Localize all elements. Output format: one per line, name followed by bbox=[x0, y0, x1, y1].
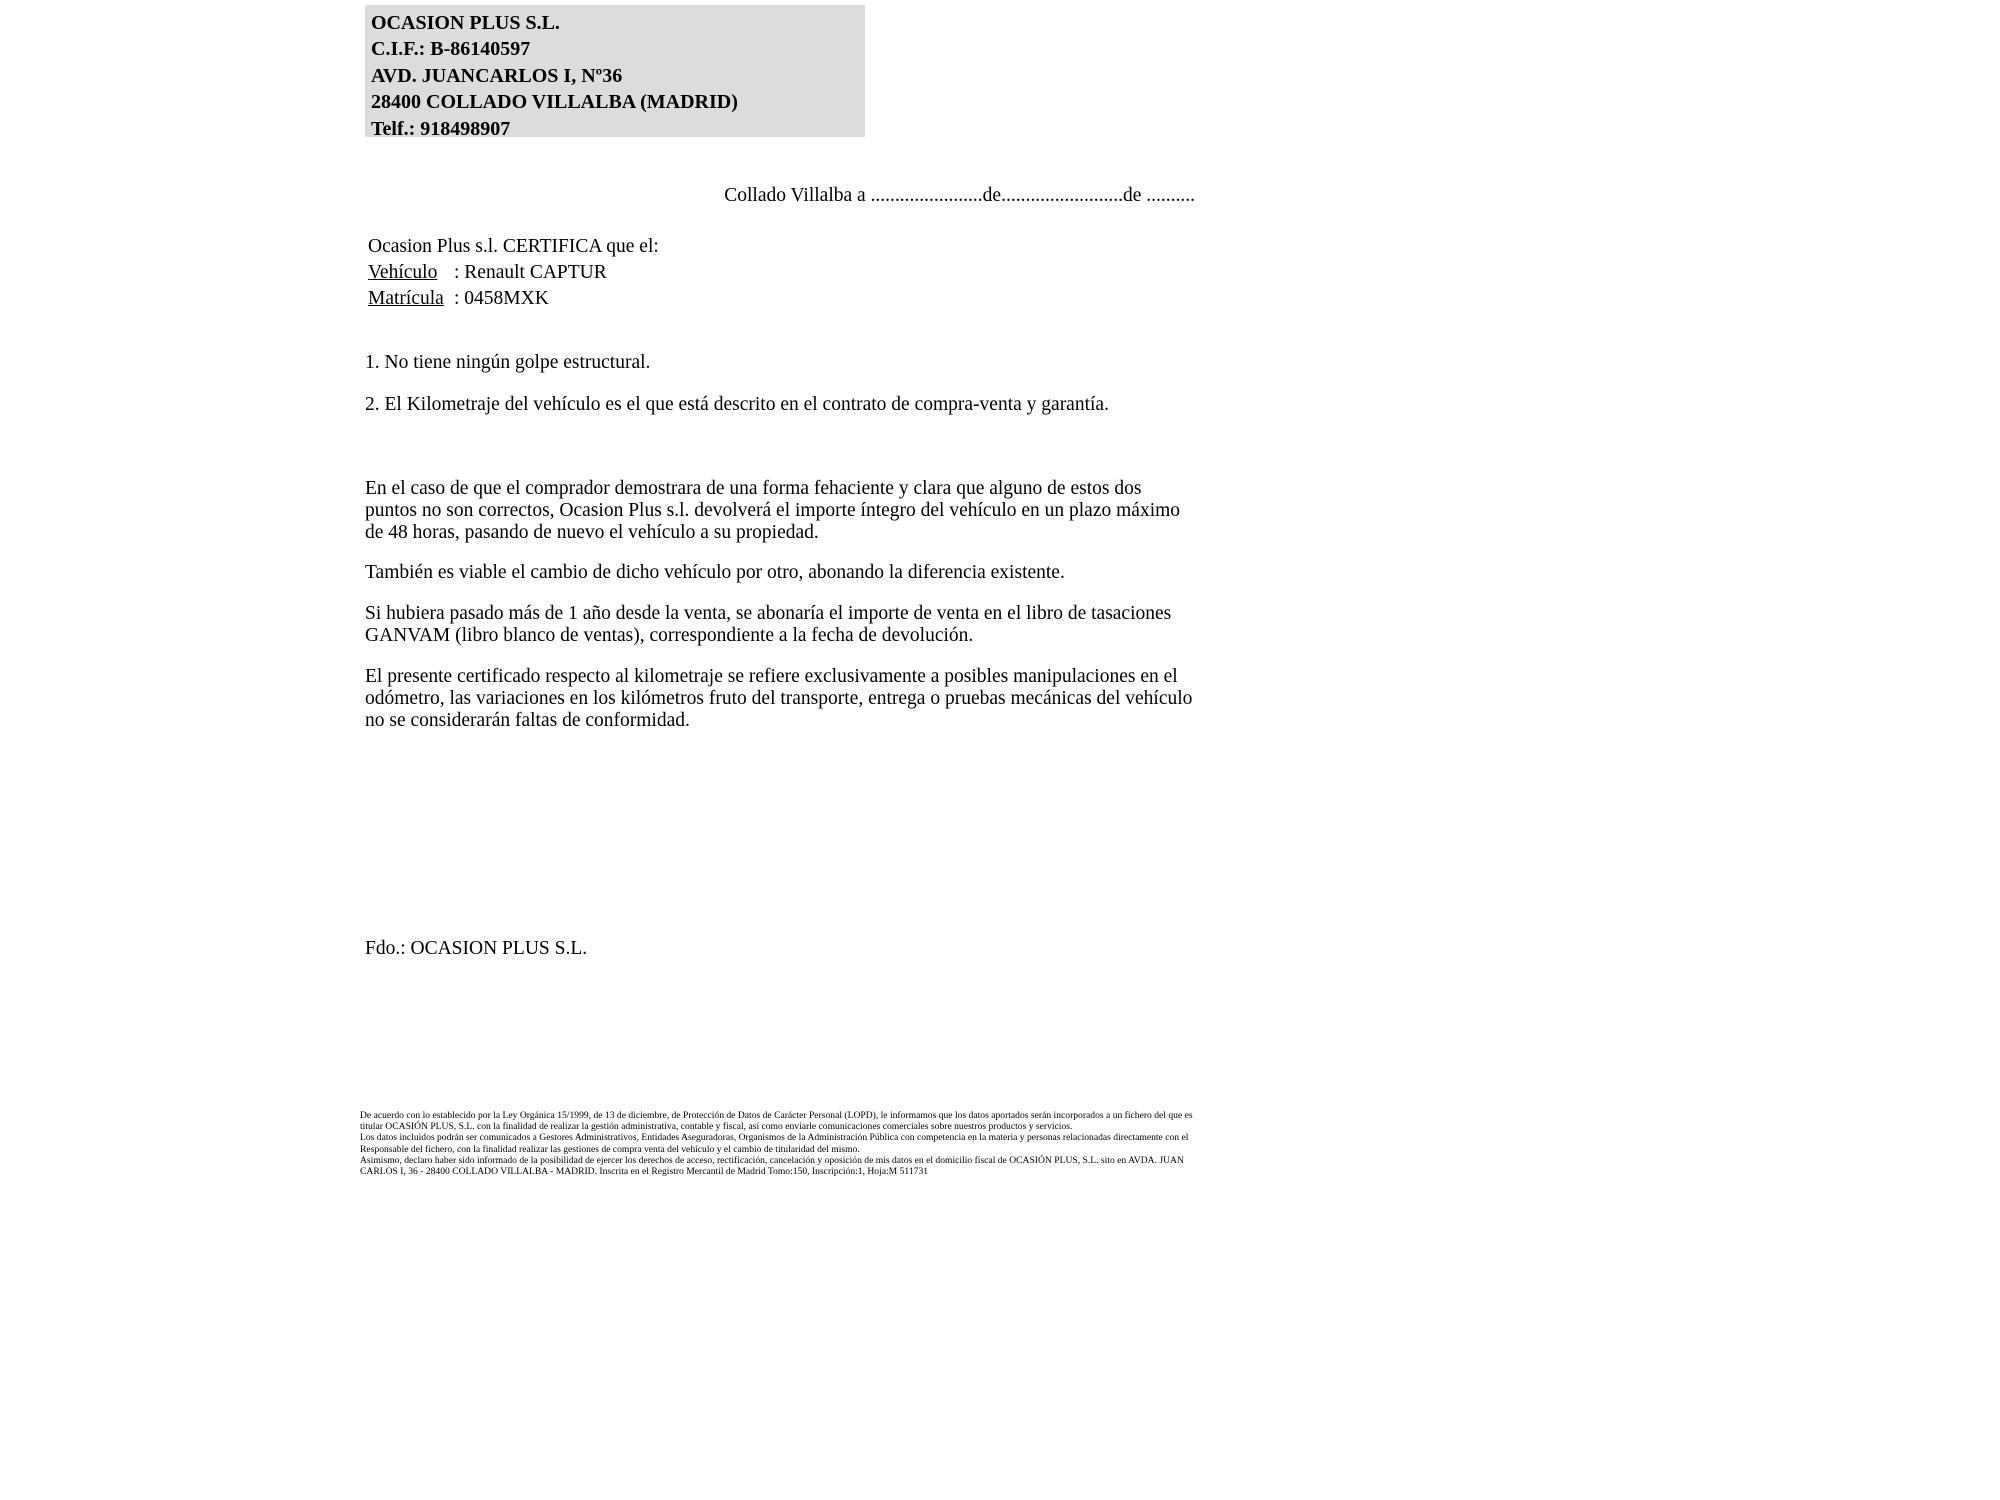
plate-label: Matrícula bbox=[368, 288, 444, 309]
company-phone: Telf.: 918498907 bbox=[371, 117, 511, 140]
legal-footer-paragraph-3: Asimismo, declaro haber sido informado de la posibilidad de ejercer los derechos de acceso, rectificación, cancelación y oposición de mis datos en el domicilio fiscal de OCASIÓN PLUS, S.L. sito en AVDA. JUAN CARLOS I, 36 - 28400 COLLADO VILLALBA - MADRID. Inscrita en el Registro Mercantil de Madrid Tomo:150, Inscripción:1, Hoja:M 511731 bbox=[360, 1154, 1184, 1178]
vehicle-label: Vehículo bbox=[368, 262, 438, 283]
certifies-intro: Ocasion Plus s.l. CERTIFICA que el: bbox=[368, 236, 659, 257]
legal-footer-paragraph-2: Los datos incluidos podrán ser comunicados a Gestores Administrativos, Entidades Aseguradoras, Organismos de la Administración Pública con competencia en la materia y personas relacionadas directamente con el Responsable del fichero, con la finalidad realizar las gestiones de compra venta del vehículo y el cambio de titularidad del mismo. bbox=[360, 1132, 1189, 1155]
exchange-clause-paragraph: También es viable el cambio de dicho vehículo por otro, abonando la diferencia existente. bbox=[365, 562, 1065, 583]
certified-point-1: 1. No tiene ningún golpe estructural. bbox=[365, 352, 651, 373]
plate-row bbox=[368, 286, 659, 312]
legal-footer-paragraph-1: De acuerdo con lo establecido por la Ley Orgánica 15/1999, de 13 de diciembre, de Protección de Datos de Carácter Personal (LOPD), le informamos que los datos aportados serán incorporados a un fichero del que es titular OCASIÓN PLUS, S.L. con la finalidad de realizar la gestión administrativa, contable y fiscal, así como enviarle comunicaciones comerciales sobre nuestros productos y servicios. bbox=[360, 1110, 1193, 1133]
ganvam-clause-paragraph: Si hubiera pasado más de 1 año desde la venta, se abonaría el importe de venta en el libro de tasaciones GANVAM (libro blanco de ventas), correspondiente a la fecha de devolución. bbox=[365, 603, 1172, 646]
plate-value: : 0458MXK bbox=[454, 288, 549, 309]
company-header bbox=[365, 5, 865, 140]
vehicle-row bbox=[368, 260, 659, 286]
signature-line: Fdo.: OCASION PLUS S.L. bbox=[365, 938, 588, 959]
company-address-city: 28400 COLLADO VILLALBA (MADRID) bbox=[371, 91, 738, 114]
certified-point-2: 2. El Kilometraje del vehículo es el que está descrito en el contrato de compra-venta y garantía. bbox=[365, 394, 1109, 415]
certification-block bbox=[368, 234, 659, 312]
odometer-clause-paragraph: El presente certificado respecto al kilometraje se refiere exclusivamente a posibles manipulaciones en el odómetro, las variaciones en los kilómetros fruto del transporte, entrega o pruebas mecánicas del vehículo no se considerarán faltas de conformidad. bbox=[365, 666, 1193, 731]
company-name: OCASION PLUS S.L. bbox=[371, 12, 560, 34]
refund-clause-paragraph: En el caso de que el comprador demostrara de una forma fehaciente y clara que alguno de estos dos puntos no son correctos, Ocasion Plus s.l. devolverá el importe íntegro del vehículo en un plazo máximo de 48 horas, pasando de nuevo el vehículo a su propiedad. bbox=[365, 478, 1181, 543]
date-line: Collado Villalba a .......................de.........................de .......... bbox=[724, 185, 1195, 206]
legal-footer bbox=[360, 1110, 1208, 1177]
company-address-street: AVD. JUANCARLOS I, Nº36 bbox=[371, 64, 623, 87]
vehicle-value: : Renault CAPTUR bbox=[454, 262, 607, 283]
company-cif: C.I.F.: B-86140597 bbox=[371, 38, 531, 61]
